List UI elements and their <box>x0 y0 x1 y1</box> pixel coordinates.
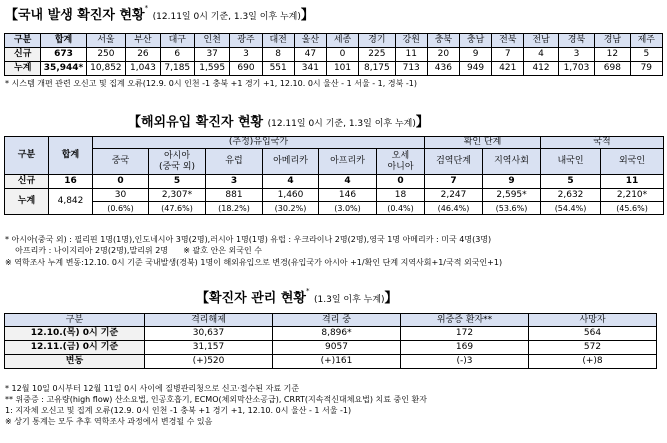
management-header-cell: 구분 <box>5 314 145 327</box>
domestic-header-cell: 경남 <box>595 34 630 48</box>
management-cell: 8,896* <box>273 327 401 341</box>
domestic-header-cell: 제주 <box>630 34 662 48</box>
domestic-cell: 421 <box>492 62 524 76</box>
overseas-subheader-row <box>5 149 664 175</box>
domestic-cell: 5 <box>630 48 662 62</box>
domestic-header-cell: 세종 <box>326 34 358 48</box>
overseas-table <box>4 136 664 215</box>
domestic-cell: 1,703 <box>558 62 594 76</box>
overseas-cell: 7 <box>425 175 483 189</box>
management-row-label: 12.11.(금) 0시 기준 <box>5 341 145 355</box>
overseas-percent-cell: (3.0%) <box>319 202 377 215</box>
management-footnote-4: ※ 상기 통계는 모두 추후 역학조사 과정에서 변경될 수 있음 <box>5 417 213 426</box>
management-footnote-3: 1: 지자체 오신고 및 집계 오류(12.9. 0시 인천 -1 충북 +1 경기 +1, 12.10. 0시 울산 - 1 서울 -1) <box>5 406 352 415</box>
overseas-group-header-row <box>5 137 664 149</box>
overseas-cell: 881 <box>206 189 263 202</box>
domestic-cell: 11 <box>395 48 427 62</box>
overseas-subheader-cell: 검역단계 <box>425 149 483 175</box>
overseas-cell: 2,210* <box>601 189 664 202</box>
overseas-cell: 9 <box>483 175 541 189</box>
overseas-percent-cell: (53.6%) <box>483 202 541 215</box>
domestic-cell: 20 <box>427 48 459 62</box>
overseas-cell: 18 <box>377 189 425 202</box>
overseas-subheader-cell: 내국인 <box>541 149 601 175</box>
management-cell: (+)520 <box>145 355 273 369</box>
overseas-percent-cell: (0.6%) <box>93 202 149 215</box>
management-row <box>5 327 657 341</box>
domestic-cell: 79 <box>630 62 662 76</box>
domestic-cell: 225 <box>359 48 395 62</box>
domestic-header-cell: 광주 <box>230 34 262 48</box>
domestic-header-cell: 합계 <box>41 34 86 48</box>
domestic-cell: 8 <box>262 48 294 62</box>
domestic-table <box>4 33 663 76</box>
overseas-percent-cell: (47.6%) <box>149 202 206 215</box>
overseas-cell: 4 <box>319 175 377 189</box>
domestic-header-cell: 경북 <box>558 34 594 48</box>
overseas-cell: 4 <box>263 175 319 189</box>
domestic-header-cell: 경기 <box>359 34 395 48</box>
management-cell: 9057 <box>273 341 401 355</box>
domestic-cell: 250 <box>86 48 126 62</box>
management-cell: 169 <box>401 341 529 355</box>
overseas-subheader-cell: 유럽 <box>206 149 263 175</box>
domestic-header-cell: 대구 <box>160 34 194 48</box>
domestic-cell: 341 <box>294 62 326 76</box>
management-cell: 172 <box>401 327 529 341</box>
domestic-cumulative-row <box>5 62 663 76</box>
domestic-cell: 412 <box>524 62 558 76</box>
overseas-cell: 11 <box>601 175 664 189</box>
management-table <box>4 313 657 369</box>
management-row <box>5 341 657 355</box>
management-cell: 31,157 <box>145 341 273 355</box>
domestic-header-row <box>5 34 663 48</box>
domestic-header-cell: 대전 <box>262 34 294 48</box>
domestic-header-cell: 전남 <box>524 34 558 48</box>
domestic-cell: 436 <box>427 62 459 76</box>
overseas-title-text: 【해외유입 확진자 현황 <box>128 115 264 130</box>
overseas-cell: 0 <box>377 175 425 189</box>
overseas-percent-cell: (30.2%) <box>263 202 319 215</box>
overseas-cell: 3 <box>206 175 263 189</box>
domestic-cell: 673 <box>41 48 86 62</box>
domestic-cell: 37 <box>194 48 229 62</box>
overseas-subheader-cell: 아프리카 <box>319 149 377 175</box>
domestic-cell: 9 <box>459 48 491 62</box>
overseas-cell: 1,460 <box>263 189 319 202</box>
domestic-header-cell: 충북 <box>427 34 459 48</box>
domestic-cell: 8,175 <box>359 62 395 76</box>
overseas-percent-row <box>5 202 664 215</box>
domestic-cell: 10,852 <box>86 62 126 76</box>
management-title-close: 】 <box>384 291 398 306</box>
overseas-cell: 2,247 <box>425 189 483 202</box>
overseas-percent-cell: (46.4%) <box>425 202 483 215</box>
overseas-row-label: 신규 <box>5 175 49 189</box>
domestic-cell: 7 <box>492 48 524 62</box>
domestic-cell: 698 <box>595 62 630 76</box>
overseas-cell: 5 <box>541 175 601 189</box>
domestic-title-sub: (12.11일 0시 기준, 1.3일 이후 누계) <box>152 12 301 22</box>
domestic-cell: 713 <box>395 62 427 76</box>
overseas-footnote-3: ※ 역학조사 누계 변동:12.10. 0시 기준 국내발생(경북) 1명이 해외유입으로 변경(유입국가 아시아 +1/확인 단계 지역사회+1/국적 외국인+1) <box>5 258 503 267</box>
domestic-cell: 26 <box>126 48 160 62</box>
management-footnote-1: * 12월 10일 0시부터 12월 11일 0시 사이에 질병관리청으로 신고·접수된 자료 기준 <box>5 384 300 393</box>
overseas-subheader-cell: 지역사회 <box>483 149 541 175</box>
domestic-title-close: 】 <box>300 8 314 23</box>
domestic-row-label: 누계 <box>5 62 41 76</box>
domestic-cell: 6 <box>160 48 194 62</box>
overseas-new-row <box>5 175 664 189</box>
domestic-cell: 3 <box>558 48 594 62</box>
overseas-total-header: 합계 <box>49 137 93 175</box>
management-title-sup: * <box>305 287 310 295</box>
overseas-subheader-cell: 아메리카 <box>263 149 319 175</box>
overseas-cell: 2,595* <box>483 189 541 202</box>
management-title-sub: (1.3일 이후 누계) <box>314 295 385 305</box>
domestic-row-label: 신규 <box>5 48 41 62</box>
management-cell: (+)161 <box>273 355 401 369</box>
overseas-percent-cell: (54.4%) <box>541 202 601 215</box>
domestic-cell: 949 <box>459 62 491 76</box>
management-row-label: 변동 <box>5 355 145 369</box>
domestic-header-cell: 충남 <box>459 34 491 48</box>
estimated-country-group-header: (추정)유입국가 <box>93 137 425 149</box>
domestic-header-cell: 서울 <box>86 34 126 48</box>
domestic-cell: 7,185 <box>160 62 194 76</box>
overseas-percent-cell: (0.4%) <box>377 202 425 215</box>
domestic-cell: 4 <box>524 48 558 62</box>
domestic-cell: 47 <box>294 48 326 62</box>
management-footnote-2: ** 위중증 : 고유량(high flow) 산소요법, 인공호흡기, ECMO(체외막산소공급), CRRT(지속적신대체요법) 치료 중인 환자 <box>5 395 427 404</box>
domestic-cell: 1,043 <box>126 62 160 76</box>
domestic-new-row <box>5 48 663 62</box>
management-header-cell: 사망자 <box>529 314 657 327</box>
domestic-cell: 1,595 <box>194 62 229 76</box>
domestic-section-title <box>5 4 314 23</box>
overseas-percent-cell: (18.2%) <box>206 202 263 215</box>
domestic-cell: 101 <box>326 62 358 76</box>
overseas-subheader-cell: 오세 아니아 <box>377 149 425 175</box>
management-header-cell: 격리 중 <box>273 314 401 327</box>
check-stage-group-header: 확인 단계 <box>425 137 541 149</box>
overseas-subheader-cell: 아시아 (중국 외) <box>149 149 206 175</box>
domestic-footnote: * 시스템 개편 관련 오신고 및 집계 오류(12.9. 0시 인천 -1 충북 +1 경기 +1, 12.10. 0시 울산 - 1 서울 - 1, 경북 -1) <box>5 79 417 88</box>
overseas-cell: 2,632 <box>541 189 601 202</box>
management-cell: 572 <box>529 341 657 355</box>
management-section-title <box>196 287 398 306</box>
management-cell: 30,637 <box>145 327 273 341</box>
management-cell: 564 <box>529 327 657 341</box>
overseas-cell: 2,307* <box>149 189 206 202</box>
domestic-cell: 35,944* <box>41 62 86 76</box>
management-header-cell: 위중증 환자** <box>401 314 529 327</box>
overseas-subheader-cell: 외국인 <box>601 149 664 175</box>
nationality-group-header: 국적 <box>541 137 664 149</box>
domestic-header-cell: 강원 <box>395 34 427 48</box>
overseas-title-sub: (12.11일 0시 기준, 1.3일 이후 누계) <box>267 119 416 129</box>
domestic-header-cell: 부산 <box>126 34 160 48</box>
domestic-header-cell: 전북 <box>492 34 524 48</box>
overseas-section-title <box>128 111 429 130</box>
domestic-cell: 551 <box>262 62 294 76</box>
domestic-cell: 12 <box>595 48 630 62</box>
overseas-cumulative-row <box>5 189 664 202</box>
domestic-header-cell: 구분 <box>5 34 41 48</box>
overseas-title-close: 】 <box>415 115 429 130</box>
management-cell: (-)3 <box>401 355 529 369</box>
overseas-cell: 0 <box>93 175 149 189</box>
management-cell: (+)8 <box>529 355 657 369</box>
overseas-footnote-2: 아프리카 : 나이지리아 2명(2명),말리위 2명 ※ 괄호 안은 외국인 수 <box>5 246 262 255</box>
overseas-subheader-cell: 중국 <box>93 149 149 175</box>
domestic-cell: 3 <box>230 48 262 62</box>
overseas-row-label: 누계 <box>5 189 49 215</box>
overseas-cell: 16 <box>49 175 93 189</box>
domestic-title-text: 【국내 발생 확진자 현황 <box>5 8 145 23</box>
overseas-cell: 5 <box>149 175 206 189</box>
overseas-percent-cell: (45.6%) <box>601 202 664 215</box>
management-header-cell: 격리해제 <box>145 314 273 327</box>
management-change-row <box>5 355 657 369</box>
overseas-gubun-header: 구분 <box>5 137 49 175</box>
management-title-text: 【확진자 관리 현황 <box>196 291 306 306</box>
management-header-row <box>5 314 657 327</box>
overseas-cell: 146 <box>319 189 377 202</box>
overseas-cell: 30 <box>93 189 149 202</box>
management-row-label: 12.10.(목) 0시 기준 <box>5 327 145 341</box>
domestic-header-cell: 울산 <box>294 34 326 48</box>
domestic-cell: 690 <box>230 62 262 76</box>
domestic-cell: 0 <box>326 48 358 62</box>
overseas-footnote-1: * 아시아(중국 외) : 필리핀 1명(1명),인도네시아 3명(2명),러시아 1명(1명) 유럽 : 우크라이나 2명(2명),영국 1명 아메리카 : 미국 4명(3명) <box>5 235 492 244</box>
domestic-header-cell: 인천 <box>194 34 229 48</box>
domestic-title-sup: * <box>144 4 149 12</box>
overseas-cell: 4,842 <box>49 189 93 215</box>
